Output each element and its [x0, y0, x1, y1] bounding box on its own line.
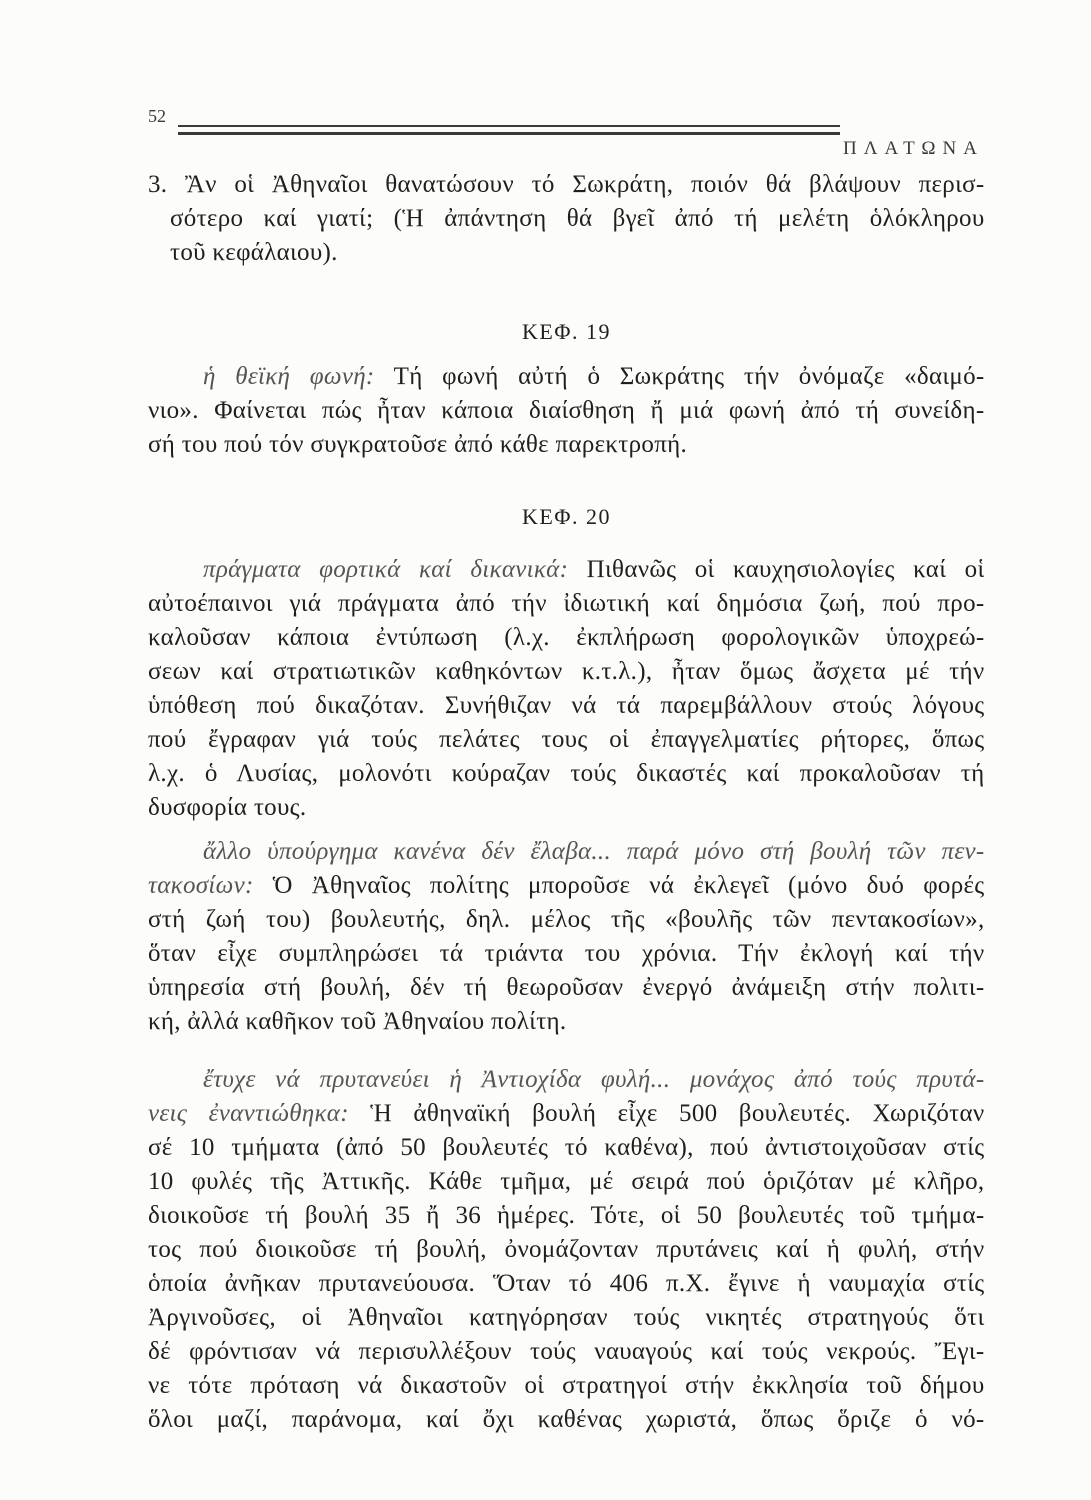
line-text [148, 937, 985, 971]
text-line [148, 360, 985, 394]
body-text: πού ἔγραφαν γιά τούς πελάτες τους οἱ ἐπαγγελματίες ρήτορες, ὅπως [148, 726, 985, 753]
question-3-paragraph [148, 168, 985, 270]
text-line [148, 1301, 985, 1335]
line-text [148, 1097, 985, 1131]
note-burdensome-matters [148, 553, 985, 825]
line-text [148, 168, 985, 202]
body-text: τοῦ κεφάλαιου). [170, 239, 338, 266]
text-line [148, 621, 985, 655]
header-double-rule [178, 125, 840, 135]
line-text [148, 869, 985, 903]
text-line [148, 869, 985, 903]
lemma-text: πράγματα φορτικά καί δικανικά: [203, 556, 569, 583]
line-text [148, 621, 985, 655]
text-line [148, 971, 985, 1005]
line-text [148, 1131, 985, 1165]
lemma-text: νεις ἐναντιώθηκα: [148, 1100, 349, 1127]
line-text [148, 1335, 985, 1369]
body-text: σεων καί στρατιωτικῶν καθηκόντων κ.τ.λ.), ἦταν ὅμως ἄσχετα μέ τήν [148, 658, 985, 685]
text-line [148, 1199, 985, 1233]
text-line [148, 903, 985, 937]
body-text: Ἡ ἀθηναϊκή βουλή εἶχε 500 βουλευτές. Χωριζόταν [348, 1100, 985, 1127]
body-text: ὅλοι μαζί, παράνομα, καί ὄχι καθένας χωριστά, ὅπως ὅριζε ὁ νό- [148, 1406, 985, 1433]
text-line [148, 689, 985, 723]
line-text [148, 1301, 985, 1335]
text-line [148, 655, 985, 689]
lemma-text: ἄλλο ὑπούργημα κανένα δέν ἔλαβα... παρά μόνο στή βουλή τῶν πεν- [203, 838, 985, 865]
text-line [148, 1369, 985, 1403]
line-text [148, 1233, 985, 1267]
body-text: Πιθανῶς οἱ καυχησιολογίες καί οἱ [568, 556, 985, 583]
body-text: δυσφορία τους. [148, 794, 307, 821]
text-line [148, 1267, 985, 1301]
body-text: καλοῦσαν κάποια ἐντύπωση (λ.χ. ἐκπλήρωση φορολογικῶν ὑποχρεώ- [148, 624, 985, 651]
page-number: 52 [148, 106, 166, 126]
body-text: δέ φρόντισαν νά περισυλλέξουν τούς ναυαγούς καί τούς νεκρούς. Ἔγι- [148, 1338, 985, 1365]
lemma-text: ἡ θεϊκή φωνή: [203, 363, 375, 390]
body-text: στή ζωή του) βουλευτής, δηλ. μέλος τῆς «βουλῆς τῶν πεντακοσίων», [148, 906, 985, 933]
text-line [148, 1403, 985, 1437]
line-text [148, 1005, 566, 1039]
line-text [148, 1267, 985, 1301]
note-divine-voice [148, 360, 985, 462]
body-text: σέ 10 τμήματα (ἀπό 50 βουλευτές τό καθένα), πού ἀντιστοιχοῦσαν στίς [148, 1134, 985, 1161]
text-line [148, 1335, 985, 1369]
body-text: σή του πού τόν συγκρατοῦσε ἀπό κάθε παρεκτροπή. [148, 431, 688, 458]
body-text: διοικοῦσε τή βουλή 35 ἤ 36 ἡμέρες. Τότε, οἱ 50 βουλευτές τοῦ τμήμα- [148, 1202, 985, 1229]
line-text [148, 971, 985, 1005]
lemma-text: τακοσίων: [148, 872, 254, 899]
line-text [148, 1403, 985, 1437]
line-text [148, 1165, 985, 1199]
lemma-text: ἔτυχε νά πρυτανεύει ἡ Ἀντιοχίδα φυλή... μονάχος ἀπό τούς πρυτά- [203, 1066, 985, 1093]
body-text: κή, ἀλλά καθῆκον τοῦ Ἀθηναίου πολίτη. [148, 1008, 567, 1035]
text-line [148, 723, 985, 757]
body-text: ὁποία ἀνῆκαν πρυτανεύουσα. Ὅταν τό 406 π.Χ. ἔγινε ἡ ναυμαχία στίς [148, 1270, 985, 1297]
line-text [203, 1063, 985, 1097]
text-line [148, 394, 985, 428]
body-text: ὑπηρεσία στή βουλή, δέν τή θεωροῦσαν ἐνεργό ἀνάμειξη στήν πολιτι- [148, 974, 985, 1001]
line-text [148, 1369, 985, 1403]
chapter-19-heading: ΚΕΦ. 19 [522, 319, 611, 344]
text-line [148, 428, 985, 462]
text-line [148, 1165, 985, 1199]
chapter-20-heading: ΚΕΦ. 20 [522, 504, 611, 529]
text-line [148, 1063, 985, 1097]
text-line [148, 835, 985, 869]
body-text: σότερο καί γιατί; (Ἡ ἀπάντηση θά βγεῖ ἀπό τή μελέτη ὁλόκληρου [170, 205, 985, 232]
body-text: Ὁ Ἀθηναῖος πολίτης μποροῦσε νά ἐκλεγεῖ (μόνο δυό φορές [253, 872, 985, 899]
line-text [148, 394, 985, 428]
body-text: λ.χ. ὁ Λυσίας, μολονότι κούραζαν τούς δικαστές καί προκαλοῦσαν τή [148, 760, 985, 787]
line-text [148, 428, 687, 462]
body-text: Τή φωνή αὐτή ὁ Σωκράτης τήν ὀνόμαζε «δαιμό- [374, 363, 985, 390]
line-text [148, 587, 985, 621]
note-antiochis-tribe [148, 1063, 985, 1437]
text-line [148, 1005, 985, 1039]
body-text: νε τότε πρόταση νά δικαστοῦν οἱ στρατηγοί στήν ἐκκλησία τοῦ δήμου [148, 1372, 985, 1399]
body-text: ὑπόθεση πού δικαζόταν. Συνήθιζαν νά τά παρεμβάλλουν στούς λόγους [148, 692, 985, 719]
line-text [148, 757, 985, 791]
line-text [203, 360, 985, 394]
line-text [203, 835, 985, 869]
line-text [148, 723, 985, 757]
body-text: ὅταν εἶχε συμπληρώσει τά τριάντα του χρόνια. Τήν ἐκλογή καί τήν [148, 940, 985, 967]
line-text [170, 202, 985, 236]
line-text [148, 903, 985, 937]
body-text: 3. Ἂν οἱ Ἀθηναῖοι θανατώσουν τό Σωκράτη, ποιόν θά βλάψουν περισ- [148, 171, 985, 198]
text-line [148, 168, 985, 202]
body-text: τος πού διοικοῦσε τή βουλή, ὀνομάζονταν πρυτάνεις καί ἡ φυλή, στήν [148, 1236, 985, 1263]
running-title: ΠΛΑΤΩΝΑ [843, 138, 984, 159]
body-text: 10 φυλές τῆς Ἀττικῆς. Κάθε τμῆμα, μέ σειρά πού ὁριζόταν μέ κλῆρο, [148, 1168, 985, 1195]
text-line [148, 1131, 985, 1165]
text-line [148, 791, 985, 825]
line-text [148, 689, 985, 723]
body-text: νιο». Φαίνεται πώς ἦταν κάποια διαίσθηση ἤ μιά φωνή ἀπό τή συνείδη- [148, 397, 985, 424]
text-line [148, 587, 985, 621]
body-text: Ἀργινοῦσες, οἱ Ἀθηναῖοι κατηγόρησαν τούς νικητές στρατηγούς ὅτι [148, 1304, 985, 1331]
text-line [148, 757, 985, 791]
text-line [148, 1233, 985, 1267]
line-text [170, 236, 338, 270]
line-text [148, 1199, 985, 1233]
text-line [148, 937, 985, 971]
line-text [203, 553, 984, 587]
text-line [148, 1097, 985, 1131]
text-line [148, 202, 985, 236]
text-line [148, 553, 985, 587]
line-text [148, 655, 985, 689]
body-text: αὐτοέπαινοι γιά πράγματα ἀπό τήν ἰδιωτική καί δημόσια ζωή, πού προ- [148, 590, 985, 617]
line-text [148, 791, 306, 825]
note-council-of-five-hundred [148, 835, 985, 1039]
text-line [148, 236, 985, 270]
